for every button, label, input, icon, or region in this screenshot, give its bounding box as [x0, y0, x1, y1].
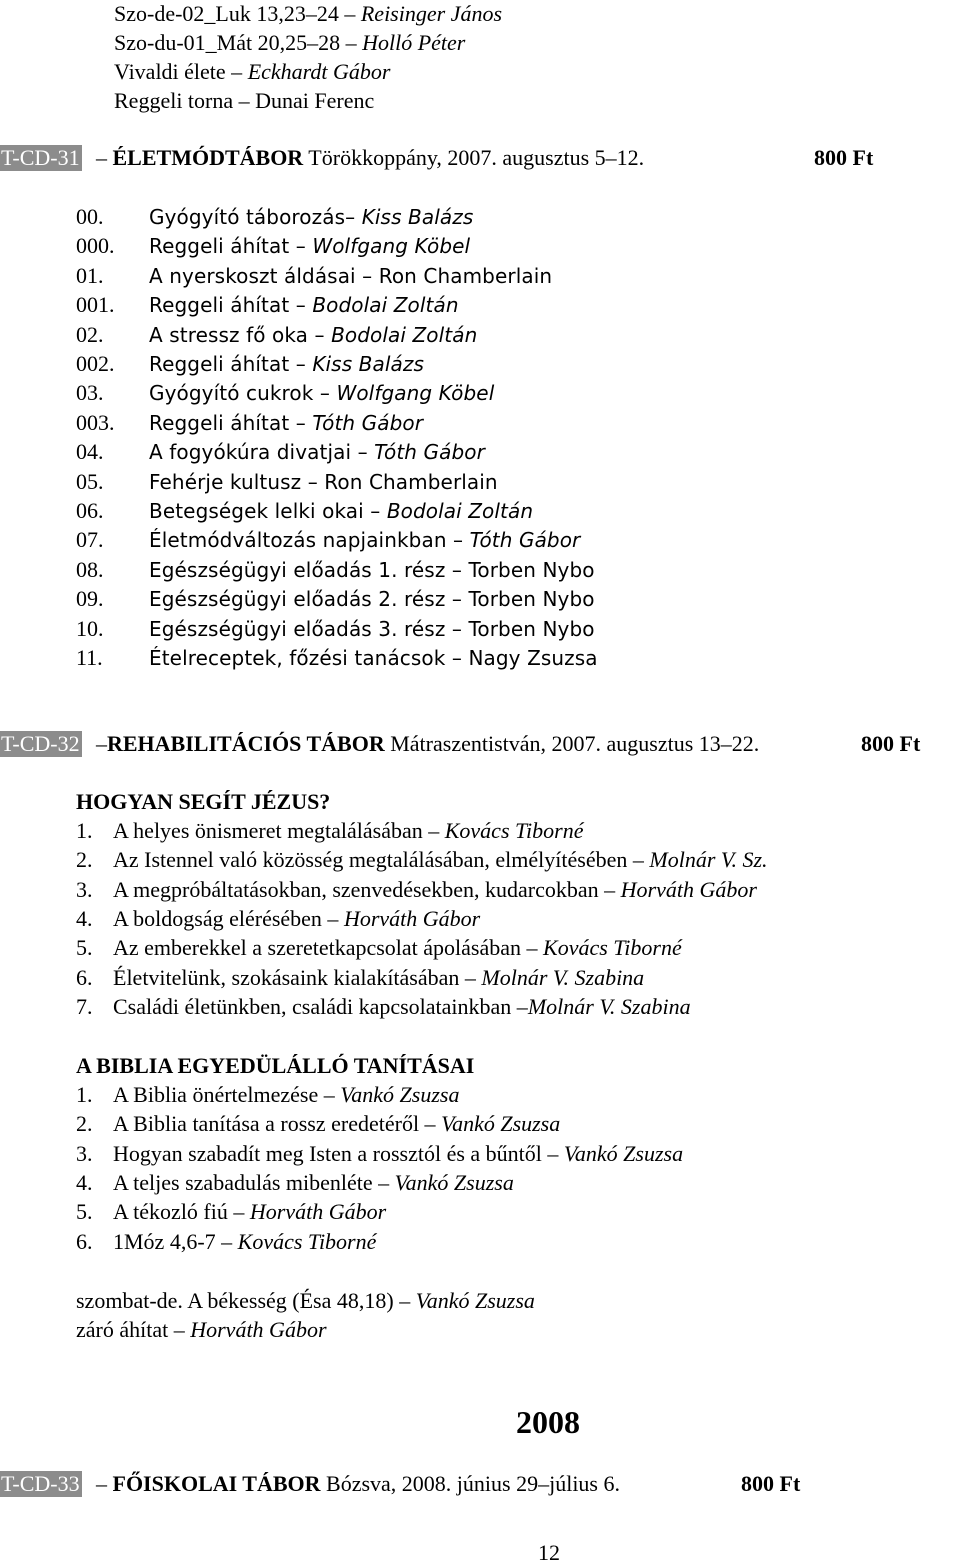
cd33-name: FŐISKOLAI TÁBOR [112, 1471, 321, 1496]
list-item-number: 1. [76, 818, 93, 843]
list-item [149, 645, 598, 671]
list-item-author: Tóth Gábor [312, 410, 424, 435]
list-item [149, 292, 459, 318]
list-item-title: A boldogság elérésében – [113, 905, 344, 931]
list-item-author: Vankó Zsuzsa [441, 1111, 561, 1137]
list-item-title: A megpróbáltatásokban, szenvedésekben, kudarcokban – [113, 876, 621, 902]
list-item [149, 380, 494, 406]
list-item [149, 263, 552, 289]
list-item [149, 233, 470, 259]
list-item-author: Horváth Gábor [249, 1199, 387, 1225]
list-item-title: Reggeli áhítat – [149, 410, 313, 435]
intro-line-4: Reggeli torna – Dunai Ferenc [114, 88, 375, 113]
list-item-author: Ron Chamberlain [378, 263, 553, 288]
cd31-price: 800 Ft [814, 145, 874, 170]
list-item [149, 439, 485, 465]
list-item-number: 00. [76, 204, 104, 229]
list-item-number: 001. [76, 292, 115, 318]
list-item [149, 204, 473, 230]
list-item-author: Torben Nybo [468, 587, 595, 612]
list-item [149, 527, 580, 553]
list-item [113, 1170, 514, 1196]
list-item-number: 07. [76, 527, 104, 553]
list-item [149, 498, 533, 524]
list-item-author: Kovács Tiborné [237, 1228, 377, 1254]
list-item [113, 1111, 560, 1137]
intro-line-2: Szo-du-01_Mát 20,25–28 – Holló Péter [114, 30, 466, 55]
list-item-author: Vankó Zsuzsa [340, 1082, 460, 1107]
list-item-title: Az Istennel való közösség megtalálásában, elmélyítésében – [113, 847, 650, 873]
list-item-author: Bodolai Zoltán [331, 322, 478, 347]
list-item-number: 000. [76, 233, 115, 259]
list-item-author: Horváth Gábor [620, 876, 757, 902]
list-item-author: Ron Chamberlain [324, 469, 498, 494]
list-item-author: Tóth Gábor [374, 440, 485, 465]
list-item-title: A nyerskoszt áldásai – [149, 263, 379, 288]
list-item [113, 906, 480, 932]
list-item-number: 003. [76, 409, 115, 435]
list-item [149, 351, 424, 377]
list-item-number: 3. [76, 1140, 93, 1166]
year-heading: 2008 [516, 1404, 580, 1440]
list-item [113, 847, 768, 873]
cd31-name: ÉLETMÓDTÁBOR [112, 145, 304, 170]
list-item-title: Hogyan szabadít meg Isten a rossztól és a bűntől – [113, 1140, 564, 1166]
list-item-number: 09. [76, 586, 104, 612]
list-item-number: 06. [76, 498, 104, 523]
list-item-title: Reggeli áhítat – [149, 293, 313, 318]
intro-line-3: Vivaldi élete – Eckhardt Gábor [114, 59, 391, 84]
list-item-number: 2. [76, 847, 93, 873]
list-item [149, 410, 423, 436]
list-item-number: 4. [76, 905, 93, 931]
list-item-author: Nagy Zsuzsa [468, 646, 598, 670]
cd32-header: –REHABILITÁCIÓS TÁBOR Mátraszentistván, 2007. augusztus 13–22. [96, 731, 760, 756]
list-item-author: Vankó Zsuzsa [563, 1140, 684, 1166]
list-item [113, 818, 583, 844]
list-item-title: Egészségügyi előadás 1. rész – [149, 557, 469, 582]
list-item [113, 1141, 683, 1167]
list-item-number: 1. [76, 1082, 93, 1107]
cd33-price: 800 Ft [741, 1471, 801, 1496]
list-item-title: A helyes önismeret megtalálásában – [113, 818, 445, 843]
list-item [113, 994, 691, 1020]
list-item-author: Wolfgang Köbel [312, 234, 471, 259]
list-item-author: Wolfgang Köbel [336, 381, 495, 406]
list-item-title: A Biblia tanítása a rossz eredetéről – [113, 1111, 442, 1137]
list-item-author: Bodolai Zoltán [312, 293, 459, 318]
list-item-title: Betegségek lelki okai – [149, 499, 387, 523]
list-item [149, 469, 498, 495]
cd33-code: T-CD-33 [1, 1471, 80, 1496]
extra-line-1: szombat-de. A békesség (Ésa 48,18) – Vankó Zsuzsa [76, 1288, 535, 1313]
cd31-header: – ÉLETMÓDTÁBOR Törökkoppány, 2007. augusztus 5–12. [96, 145, 645, 170]
cd32-place: Mátraszentistván, 2007. augusztus 13–22. [384, 731, 760, 756]
intro-line-1: Szo-de-02_Luk 13,23–24 – Reisinger János [114, 1, 503, 26]
section-heading-hogyan: HOGYAN SEGÍT JÉZUS? [76, 789, 331, 814]
page-number: 12 [538, 1540, 560, 1565]
section-heading-biblia: A BIBLIA EGYEDÜLÁLLÓ TANÍTÁSAI [76, 1053, 475, 1078]
list-item-title: 1Móz 4,6-7 – [113, 1228, 238, 1254]
list-item-number: 002. [76, 351, 115, 376]
list-item-title: Életmódváltozás napjainkban – [149, 528, 470, 553]
list-item-number: 4. [76, 1169, 93, 1195]
list-item-title: Reggeli áhítat – [149, 352, 313, 376]
list-item-number: 6. [76, 964, 93, 990]
list-item-author: Bodolai Zoltán [386, 499, 534, 523]
list-item-number: 02. [76, 321, 104, 347]
extra-line-2: záró áhítat – Horváth Gábor [76, 1317, 327, 1342]
list-item [149, 322, 477, 348]
list-item-number: 2. [76, 1111, 93, 1137]
cd32-name: REHABILITÁCIÓS TÁBOR [107, 731, 385, 756]
list-item-number: 7. [76, 993, 93, 1019]
list-item-author: Molnár V. Sz. [649, 847, 768, 873]
list-item-author: Torben Nybo [468, 616, 595, 641]
list-item [149, 557, 595, 583]
list-item-title: Fehérje kultusz – [149, 469, 325, 494]
list-item-author: Kiss Balázs [312, 352, 424, 376]
cd32-code: T-CD-32 [1, 731, 80, 756]
list-item-title: Ételreceptek, főzési tanácsok – [149, 646, 469, 670]
list-item-title: Családi életünkben, családi kapcsolatainkban – [113, 993, 528, 1019]
list-item-title: Egészségügyi előadás 3. rész – [149, 616, 469, 641]
list-item-number: 05. [76, 468, 104, 494]
list-item-number: 5. [76, 1199, 93, 1225]
list-item-author: Vankó Zsuzsa [394, 1169, 514, 1195]
list-item [113, 1082, 459, 1108]
list-item-title: A tékozló fiú – [113, 1199, 250, 1225]
list-item-author: Molnár V. Szabina [527, 993, 691, 1019]
cd33-header: – FŐISKOLAI TÁBOR Bózsva, 2008. június 29–július 6. [96, 1471, 620, 1496]
list-item-number: 5. [76, 935, 93, 961]
list-item-number: 10. [76, 615, 104, 641]
list-item-number: 03. [76, 380, 104, 406]
list-item-title: A teljes szabadulás mibenléte – [113, 1169, 395, 1195]
list-item-author: Kovács Tiborné [543, 935, 682, 961]
list-item-number: 01. [76, 262, 104, 288]
list-item-number: 04. [76, 439, 104, 465]
list-item-title: Életvitelünk, szokásaink kialakításában – [113, 964, 482, 990]
list-item-title: A Biblia önértelmezése – [113, 1082, 341, 1107]
list-item-title: A fogyókúra divatjai – [149, 440, 375, 465]
cd31-code: T-CD-31 [1, 145, 80, 170]
list-item-author: Kovács Tiborné [444, 818, 584, 843]
list-item [113, 877, 757, 903]
list-item-title: Az emberekkel a szeretetkapcsolat ápolásában – [113, 935, 544, 961]
list-item-author: Tóth Gábor [469, 528, 581, 553]
cd31-place: Törökkoppány, 2007. augusztus 5–12. [303, 145, 645, 170]
list-item-number: 6. [76, 1228, 93, 1254]
list-item-number: 3. [76, 876, 93, 902]
cd32-price: 800 Ft [861, 731, 921, 756]
list-item [113, 1199, 386, 1225]
list-item-title: Reggeli áhítat – [149, 234, 313, 259]
list-item-author: Kiss Balázs [361, 205, 474, 229]
list-item-title: Gyógyító cukrok – [149, 381, 337, 406]
list-item-title: A stressz fő oka – [149, 322, 332, 347]
list-item-number: 08. [76, 556, 104, 582]
cd33-place: Bózsva, 2008. június 29–július 6. [320, 1471, 620, 1496]
list-item [113, 965, 644, 991]
list-item-author: Horváth Gábor [343, 905, 481, 931]
list-item [113, 1229, 376, 1255]
list-item-author: Torben Nybo [468, 557, 595, 582]
list-item [149, 586, 595, 612]
list-item [149, 616, 595, 642]
list-item [113, 935, 682, 961]
list-item-author: Molnár V. Szabina [481, 964, 645, 990]
list-item-number: 11. [76, 645, 103, 670]
list-item-title: Egészségügyi előadás 2. rész – [149, 587, 469, 612]
list-item-title: Gyógyító táborozás– [149, 205, 362, 229]
